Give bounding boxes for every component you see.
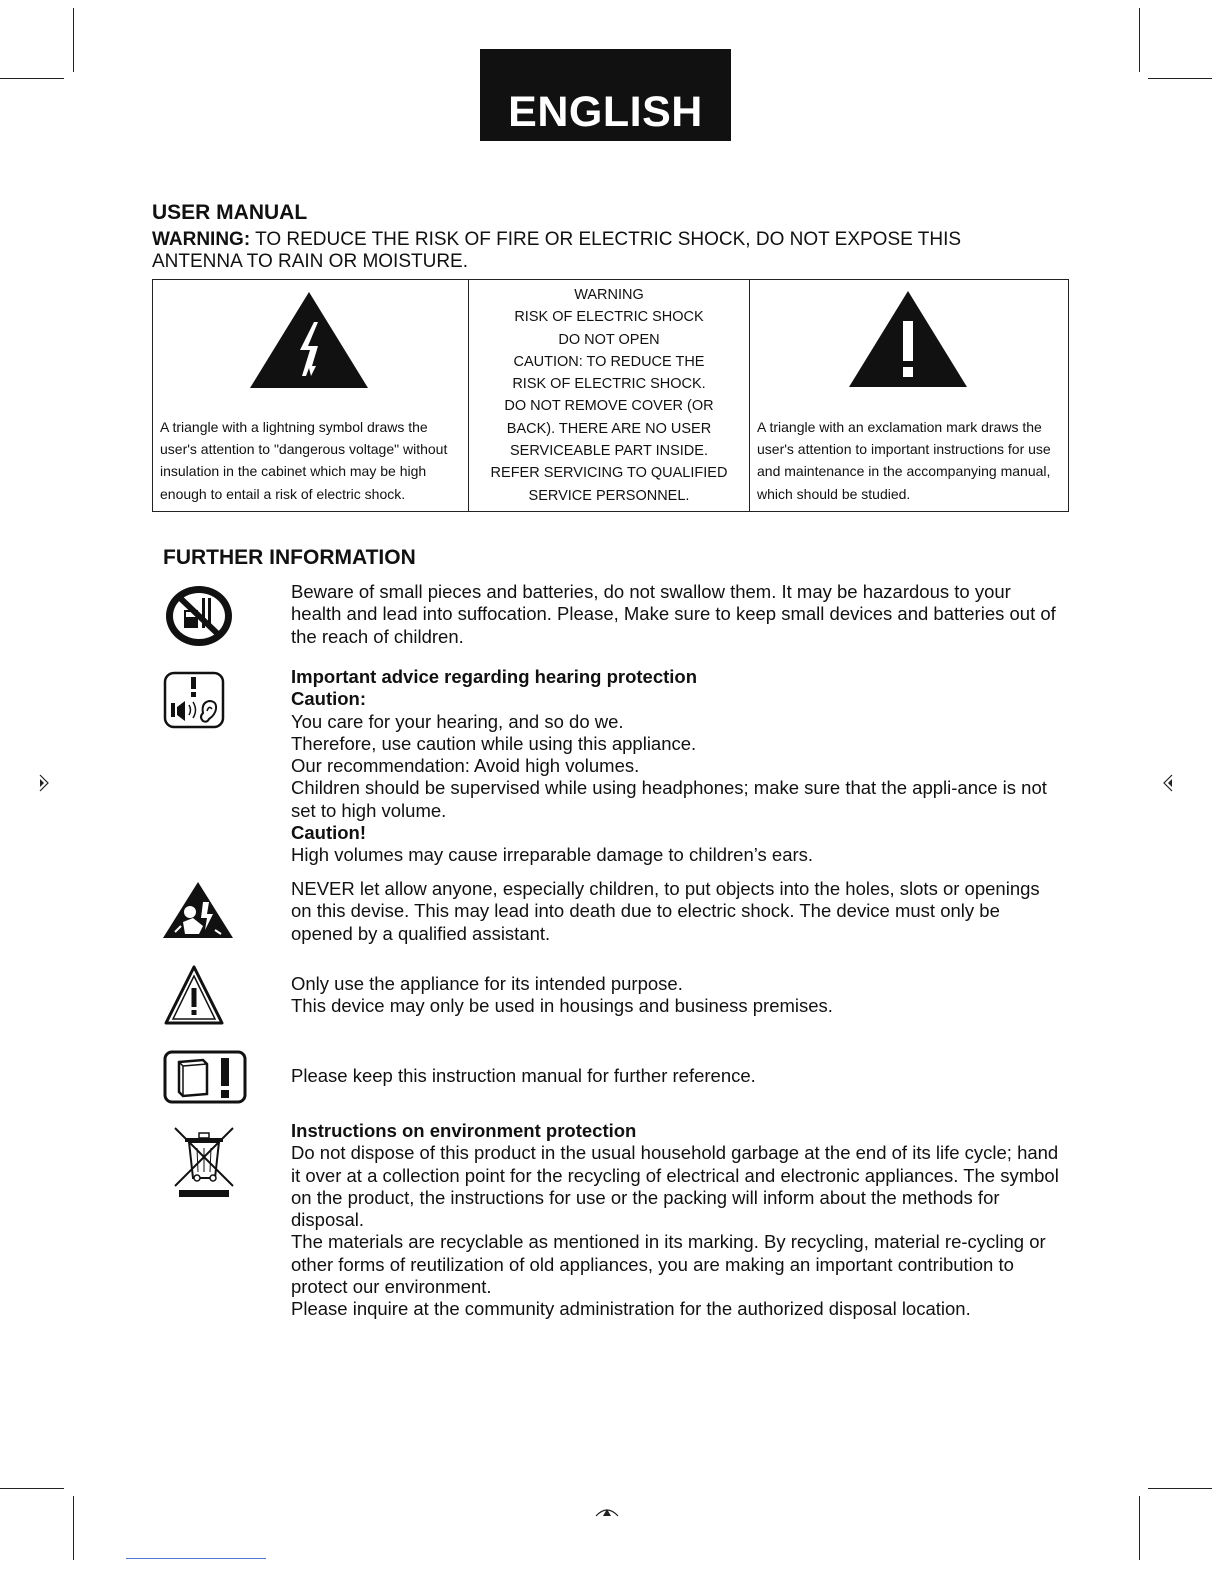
- registration-mark-icon: [594, 1504, 620, 1518]
- shock-warning-line: DO NOT REMOVE COVER (OR: [504, 398, 714, 415]
- shock-warning-text: [469, 284, 749, 507]
- language-banner: [480, 49, 731, 141]
- lightning-description: A triangle with a lightning symbol draws the user's attention to "dangerous voltage" without insulation in the cabinet which may be high enough to entail a risk of electric shock.: [160, 418, 448, 502]
- shock-warning-line: SERVICE PERSONNEL.: [528, 487, 690, 504]
- electric-shock-hazard-icon: [163, 882, 233, 940]
- shock-warning-line: REFER SERVICING TO QUALIFIED: [490, 465, 728, 482]
- exclamation-cell: [750, 280, 1068, 511]
- keep-manual-text: Please keep this instruction manual for further reference.: [291, 1065, 756, 1086]
- caution-triangle-icon: [163, 964, 225, 1026]
- shock-warning-line: RISK OF ELECTRIC SHOCK.: [512, 376, 706, 393]
- shock-warning-line: RISK OF ELECTRIC SHOCK: [514, 309, 704, 326]
- shock-warning-line: CAUTION: TO REDUCE THE: [513, 353, 705, 370]
- exclamation-description: A triangle with an exclamation mark draws the user's attention to important instructions for use and maintenance in the accompanying manual, which should be studied.: [757, 418, 1051, 502]
- environment-paragraph: The materials are recyclable as mentioned in its marking. By recycling, material re-cycling or other forms of reutilization of old appliances, you are making an important contribution to protect our environment.: [291, 1231, 1046, 1298]
- no-eating-icon: [164, 584, 234, 648]
- language-label: ENGLISH: [508, 88, 703, 136]
- environment-section: [291, 1120, 1061, 1321]
- crop-mark: [1148, 1488, 1212, 1489]
- shock-warning-line: BACK). THERE ARE NO USER: [506, 420, 712, 437]
- warning-label: WARNING:: [152, 229, 251, 250]
- crop-mark: [0, 78, 64, 79]
- lightning-triangle-icon: [250, 292, 368, 388]
- lightning-cell: [153, 280, 469, 511]
- exclamation-triangle-icon: [849, 291, 967, 387]
- shock-warning-cell: [469, 280, 750, 511]
- weee-bin-icon: [173, 1126, 235, 1200]
- crop-mark: [0, 1488, 64, 1489]
- environment-paragraph: Do not dispose of this product in the usual household garbage at the end of its life cycle; hand it over at a collection point for the recycling of electrical and electronic appliances. The symbol on the product, the instructions for use or the packing will inform about the methods for disposal.: [291, 1142, 1059, 1231]
- crop-mark: [1139, 8, 1140, 72]
- hearing-protection-icon: [163, 671, 225, 729]
- warning-text: TO REDUCE THE RISK OF FIRE OR ELECTRIC SHOCK, DO NOT EXPOSE THIS ANTENNA TO RAIN OR MOISTURE.: [152, 229, 962, 272]
- warning-table: [152, 279, 1069, 512]
- registration-mark-icon: [1160, 772, 1176, 794]
- registration-mark-icon: [36, 772, 52, 794]
- shock-warning-line: SERVICEABLE PART INSIDE.: [510, 443, 708, 460]
- hearing-heading: Important advice regarding hearing protection: [291, 666, 698, 687]
- caution-label: Caution:: [291, 688, 367, 710]
- crop-mark: [73, 1496, 74, 1560]
- hearing-text: Therefore, use caution while using this appliance.: [291, 732, 697, 754]
- shock-warning-line: DO NOT OPEN: [558, 331, 660, 348]
- hearing-text: Our recommendation: Avoid high volumes.: [291, 755, 640, 777]
- caution-label: Caution!: [291, 822, 367, 844]
- shock-warning-line: WARNING: [574, 287, 644, 303]
- moisture-warning: [152, 229, 1052, 273]
- crop-mark: [1139, 1496, 1140, 1560]
- crop-mark: [126, 1558, 266, 1559]
- hearing-section: [291, 666, 1061, 867]
- purpose-text: This device may only be used in housings and business premises.: [291, 995, 833, 1017]
- purpose-text: Only use the appliance for its intended purpose.: [291, 973, 683, 994]
- crop-mark: [73, 8, 74, 72]
- hearing-text: You care for your hearing, and so do we.: [291, 710, 624, 732]
- further-info-title: FURTHER INFORMATION: [163, 546, 416, 569]
- hearing-text: High volumes may cause irreparable damage to children’s ears.: [291, 844, 814, 866]
- environment-paragraph: Please inquire at the community administration for the authorized disposal location.: [291, 1298, 971, 1320]
- small-parts-warning: Beware of small pieces and batteries, do not swallow them. It may be hazardous to your health and lead into suffocation. Please, Make sure to keep small devices and batteries out of the reach of children.: [291, 581, 1056, 647]
- page-title: USER MANUAL: [152, 201, 308, 224]
- crop-mark: [1148, 78, 1212, 79]
- hearing-text: Children should be supervised while using headphones; make sure that the appli-ance is not set to high volume.: [291, 777, 1047, 821]
- purpose-section: [291, 973, 1061, 1018]
- electric-shock-warning: NEVER let allow anyone, especially children, to put objects into the holes, slots or openings on this devise. This may lead into death due to electric shock. The device must only be opened by a qualified assistant.: [291, 878, 1040, 944]
- environment-heading: Instructions on environment protection: [291, 1120, 637, 1141]
- read-manual-icon: [163, 1050, 247, 1104]
